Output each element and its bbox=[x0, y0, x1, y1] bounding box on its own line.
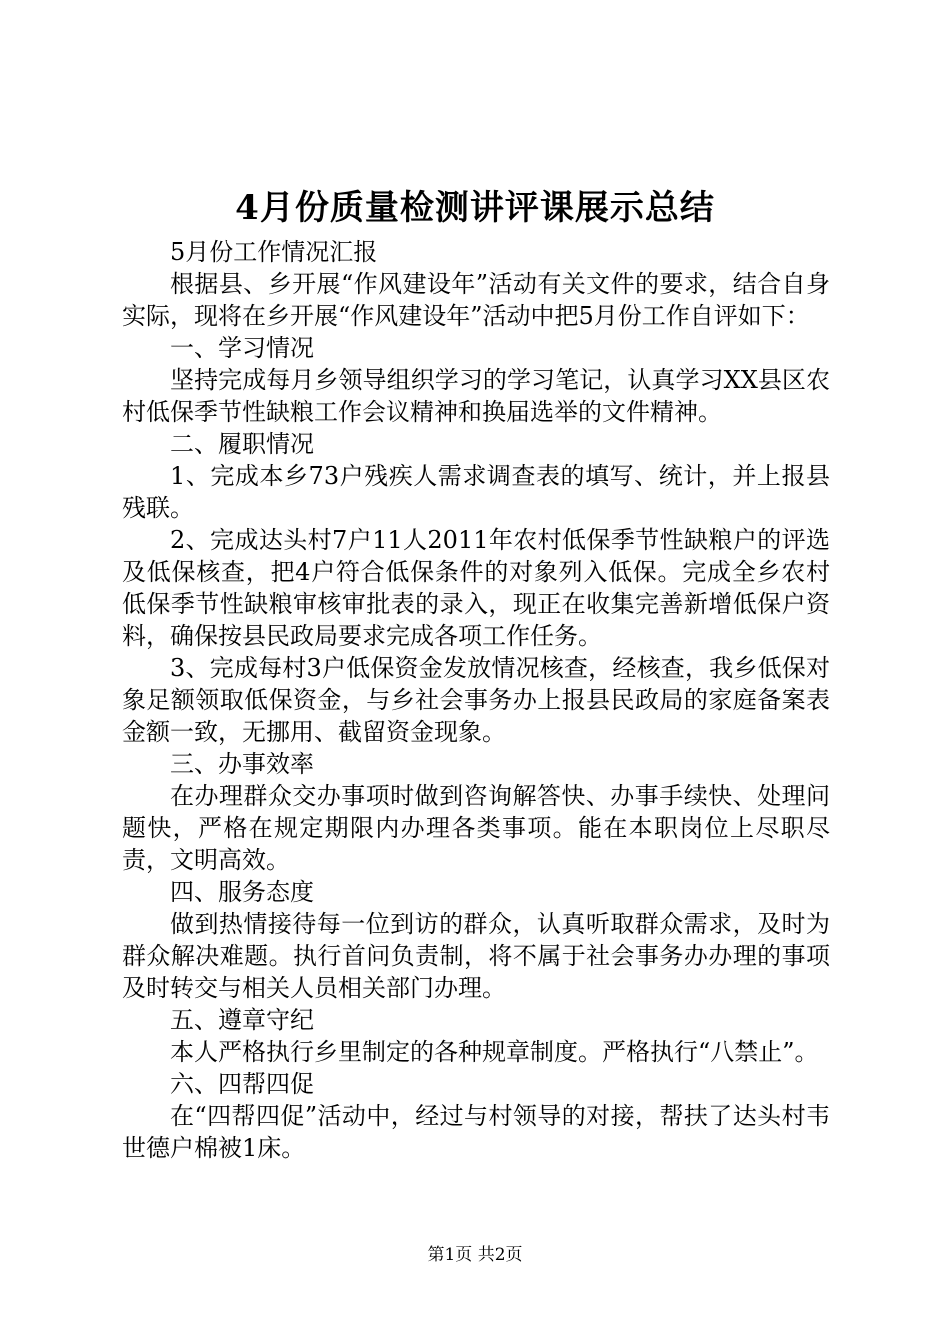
study-paragraph: 坚持完成每月乡领导组织学习的学习笔记，认真学习XX县区农村低保季节性缺粮工作会议精神和换届选举的文件精神。 bbox=[122, 366, 830, 426]
discipline-paragraph: 本人严格执行乡里制定的各种规章制度。严格执行“八禁止”。 bbox=[170, 1038, 819, 1066]
document-title: 4月份质量检测讲评课展示总结 bbox=[235, 188, 715, 228]
page-footer: 第1页 共2页 bbox=[427, 1245, 523, 1265]
section-heading-four-helps: 六、四帮四促 bbox=[170, 1070, 314, 1098]
document-body bbox=[122, 236, 830, 1164]
report-subtitle: 5月份工作情况汇报 bbox=[170, 238, 378, 266]
section-heading-service: 四、服务态度 bbox=[170, 878, 314, 906]
section-heading-efficiency: 三、办事效率 bbox=[170, 750, 314, 778]
section-heading-study: 一、学习情况 bbox=[170, 334, 314, 362]
intro-paragraph: 根据县、乡开展“作风建设年”活动有关文件的要求，结合自身实际，现将在乡开展“作风建设年”活动中把5月份工作自评如下： bbox=[122, 270, 830, 330]
service-paragraph: 做到热情接待每一位到访的群众，认真听取群众需求，及时为群众解决难题。执行首问负责制，将不属于社会事务办办理的事项及时转交与相关人员相关部门办理。 bbox=[122, 910, 830, 1002]
duties-item-3: 3、完成每村3户低保资金发放情况核查，经核查，我乡低保对象足额领取低保资金，与乡社会事务办上报县民政局的家庭备案表金额一致，无挪用、截留资金现象。 bbox=[122, 654, 830, 746]
four-helps-paragraph: 在“四帮四促”活动中，经过与村领导的对接，帮扶了达头村韦世德户棉被1床。 bbox=[122, 1102, 830, 1162]
section-heading-duties: 二、履职情况 bbox=[170, 430, 314, 458]
efficiency-paragraph: 在办理群众交办事项时做到咨询解答快、办事手续快、处理问题快，严格在规定期限内办理各类事项。能在本职岗位上尽职尽责，文明高效。 bbox=[122, 782, 830, 874]
section-heading-discipline: 五、遵章守纪 bbox=[170, 1006, 314, 1034]
duties-item-2: 2、完成达头村7户11人2011年农村低保季节性缺粮户的评选及低保核查，把4户符合低保条件的对象列入低保。完成全乡农村低保季节性缺粮审核审批表的录入，现正在收集完善新增低保户资料，确保按县民政局要求完成各项工作任务。 bbox=[122, 526, 830, 650]
duties-item-1: 1、完成本乡73户残疾人需求调查表的填写、统计，并上报县残联。 bbox=[122, 462, 830, 522]
